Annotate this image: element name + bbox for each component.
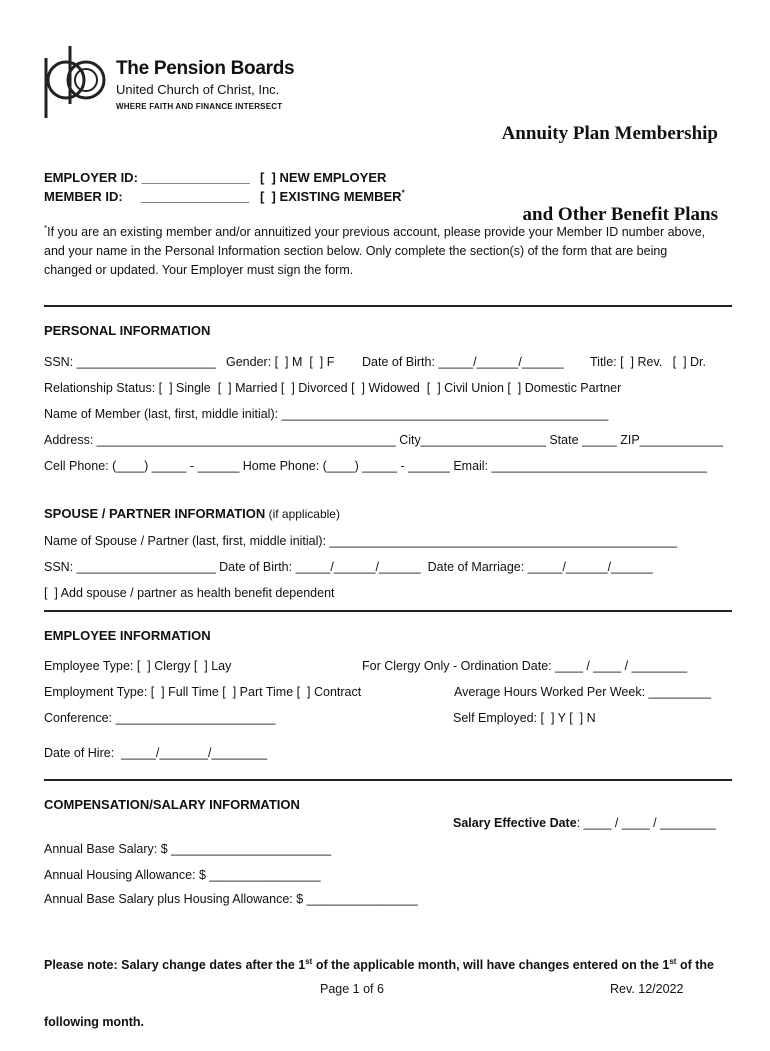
employee-info-heading: EMPLOYEE INFORMATION	[44, 628, 211, 643]
spouse-ssn-dob-marriage-fields[interactable]: SSN: ____________________ Date of Birth: _____/______/______ Date of Marriage: _____/______/______	[44, 560, 653, 574]
date-of-hire-field[interactable]: Date of Hire: _____/_______/________	[44, 746, 268, 760]
housing-allowance-field[interactable]: Annual Housing Allowance: $ ________________	[44, 868, 321, 882]
relationship-status-checkboxes[interactable]: Relationship Status: [ ] Single [ ] Married [ ] Divorced [ ] Widowed [ ] Civil Union [ ] Domestic Partner	[44, 381, 622, 395]
note-line-following: following month.	[44, 1015, 144, 1029]
employment-type-checkboxes[interactable]: Employment Type: [ ] Full Time [ ] Part Time [ ] Contract	[44, 685, 362, 699]
logo	[42, 44, 295, 122]
salary-effective-label: Salary Effective Date	[453, 816, 577, 830]
note-sup-2: st	[669, 956, 677, 966]
spouse-name-field[interactable]: Name of Spouse / Partner (last, first, middle initial): __________________________________________________	[44, 534, 678, 548]
conference-field[interactable]: Conference: _______________________	[44, 711, 276, 725]
note-line-2: and your name in the Personal Information section below. Only complete the section(s) of the form that are being	[44, 244, 668, 258]
revision-date: Rev. 12/2022	[610, 982, 684, 996]
form-title-line2: and Other Benefit Plans	[522, 204, 718, 225]
pension-boards-logo-mark	[42, 44, 112, 120]
form-title-line1: Annuity Plan Membership	[501, 123, 718, 144]
existing-member-checkbox[interactable]	[260, 189, 405, 204]
phone-email-fields[interactable]: Cell Phone: (____) _____ - ______ Home Phone: (____) _____ - ______ Email: _______________________________	[44, 459, 708, 473]
section-divider	[44, 779, 732, 781]
org-subtitle: United Church of Christ, Inc.	[116, 82, 280, 97]
gender-checkboxes[interactable]: Gender: [ ] M [ ] F	[226, 355, 335, 369]
note-part-2: of the applicable month, will have changes entered on the 1	[312, 958, 670, 972]
ssn-field[interactable]: SSN: ____________________	[44, 355, 216, 369]
address-field[interactable]: Address: ___________________________________________ City__________________ State _____ ZIP____________	[44, 433, 724, 447]
salary-effective-date-field[interactable]	[453, 816, 716, 830]
self-employed-checkboxes[interactable]: Self Employed: [ ] Y [ ] N	[453, 711, 596, 725]
employee-type-checkboxes[interactable]: Employee Type: [ ] Clergy [ ] Lay	[44, 659, 232, 673]
note-line-1: If you are an existing member and/or annuitized your previous account, please provide your Member ID number above,	[47, 225, 706, 239]
date-of-birth-field[interactable]: Date of Birth: _____/______/______	[362, 355, 564, 369]
member-id-field[interactable]: MEMBER ID: _______________	[44, 189, 250, 204]
new-employer-checkbox[interactable]: [ ] NEW EMPLOYER	[260, 170, 387, 185]
compensation-heading: COMPENSATION/SALARY INFORMATION	[44, 797, 300, 812]
spouse-info-heading	[44, 506, 340, 521]
existing-member-note	[44, 223, 705, 280]
add-dependent-checkbox[interactable]: [ ] Add spouse / partner as health benefit dependent	[44, 586, 335, 600]
title-checkboxes[interactable]: Title: [ ] Rev. [ ] Dr.	[590, 355, 706, 369]
page-number: Page 1 of 6	[320, 982, 384, 996]
member-name-field[interactable]: Name of Member (last, first, middle initial): _______________________________________________	[44, 407, 609, 421]
spouse-heading-text: SPOUSE / PARTNER INFORMATION	[44, 506, 266, 521]
note-line-3: changed or updated. Your Employer must sign the form.	[44, 263, 354, 277]
org-name: The Pension Boards	[116, 58, 295, 79]
salary-effective-blank: : ____ / ____ / ________	[576, 816, 716, 830]
note-sup-1: st	[305, 956, 313, 966]
org-tagline: WHERE FAITH AND FINANCE INTERSECT	[116, 102, 283, 111]
employer-id-field[interactable]: EMPLOYER ID: _______________	[44, 170, 250, 185]
section-divider	[44, 610, 732, 612]
note-part-1: Please note: Salary change dates after the 1	[44, 958, 306, 972]
average-hours-field[interactable]: Average Hours Worked Per Week: _________	[454, 685, 712, 699]
existing-member-label: [ ] EXISTING MEMBER	[260, 189, 402, 204]
note-asterisk: *	[44, 223, 48, 233]
annual-base-salary-field[interactable]: Annual Base Salary: $ _______________________	[44, 842, 332, 856]
base-plus-housing-field[interactable]: Annual Base Salary plus Housing Allowance: $ ________________	[44, 892, 418, 906]
ordination-date-field[interactable]: For Clergy Only - Ordination Date: ____ / ____ / ________	[362, 659, 688, 673]
existing-member-asterisk: *	[401, 188, 405, 198]
section-divider	[44, 305, 732, 307]
spouse-heading-note: (if applicable)	[265, 507, 340, 521]
personal-info-heading: PERSONAL INFORMATION	[44, 323, 211, 338]
note-part-3: of the	[676, 958, 714, 972]
